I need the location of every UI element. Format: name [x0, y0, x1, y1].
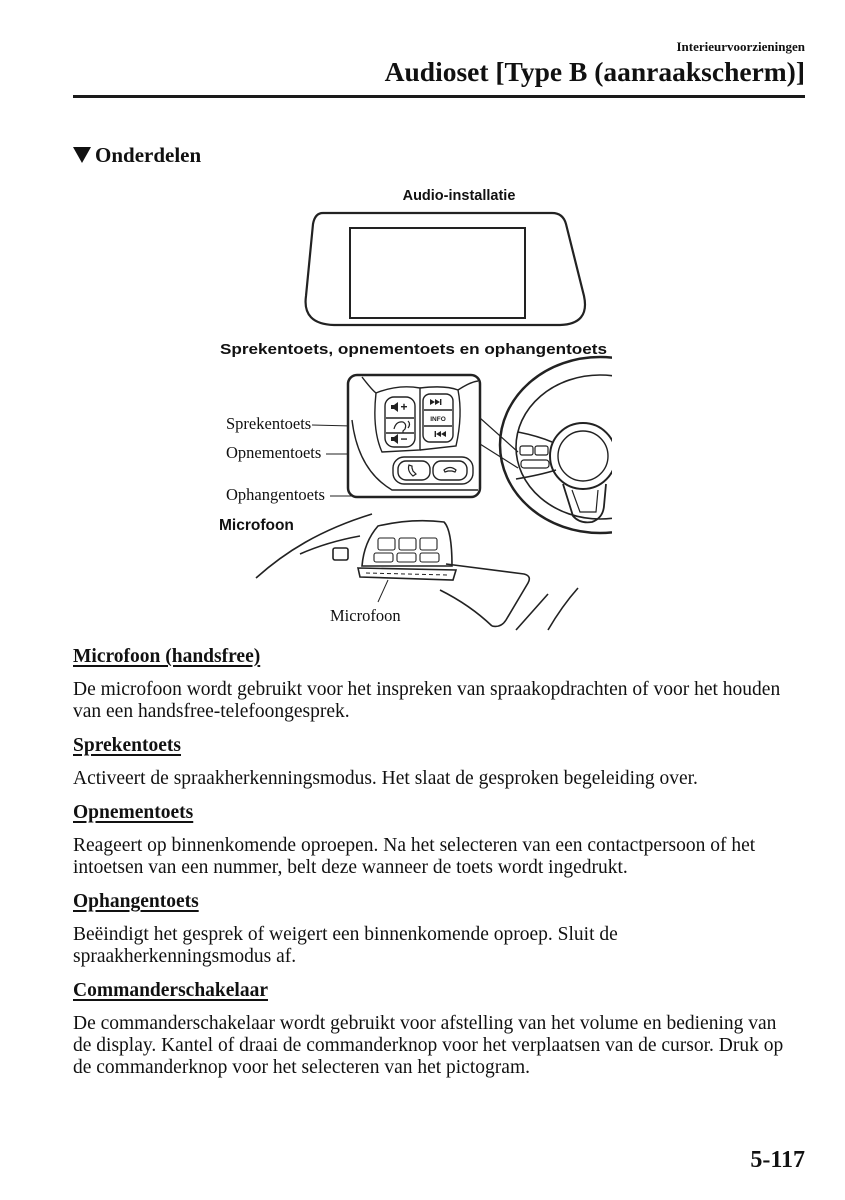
wheel-hub-outer: [550, 423, 616, 489]
item-paragraph: [73, 768, 813, 790]
microphone-grille: [366, 573, 448, 575]
wheel-spoke-button-3: [521, 460, 549, 468]
item-heading: Commanderschakelaar: [73, 980, 268, 1001]
running-header-section: Interieurvoorzieningen: [676, 39, 805, 54]
page-number: 5-117: [750, 1147, 805, 1173]
wheel-lower-spoke-inner: [572, 490, 598, 512]
paragraph-line: Beëindigt het gesprek of weigert een binnenkomende oproep. Sluit de: [73, 924, 618, 945]
triangle-down-icon: [73, 147, 91, 163]
pillar-curve-outer: [548, 588, 578, 630]
item-paragraph: [73, 835, 813, 879]
wheel-spoke-button-2: [535, 446, 548, 455]
components-illustration: [0, 180, 845, 640]
microphone-leader-line: [378, 580, 388, 602]
wheel-hub-inner: [558, 431, 608, 481]
page-title: Audioset [Type B (aanraakscherm)]: [384, 56, 805, 87]
console-switch: [420, 553, 439, 562]
microphone-drawing: [256, 514, 578, 630]
steering-wheel-drawing: [500, 357, 700, 533]
console-switch: [420, 538, 437, 550]
console-switch: [378, 538, 395, 550]
component-descriptions: [73, 646, 813, 1091]
pick-up-callout: Opnementoets: [226, 443, 322, 462]
paragraph-line: intoetsen van een nummer, belt deze wanneer de toets wordt ingedrukt.: [73, 857, 628, 878]
audio-installation-label: Audio-installatie: [402, 188, 516, 204]
paragraph-line: spraakherkenningsmodus af.: [73, 946, 297, 967]
talk-callout: Sprekentoets: [226, 414, 312, 433]
steering-switch-inset: [348, 375, 480, 497]
paragraph-line: de display. Kantel of draai de commanderknop voor het verplaatsen van de cursor. Druk op: [73, 1035, 784, 1056]
item-heading: Ophangentoets: [73, 891, 199, 912]
audio-display-drawing: [306, 213, 585, 325]
paragraph-line: De microfoon wordt gebruikt voor het inspreken van spraakopdrachten of voor het houden: [73, 679, 781, 700]
item-paragraph: [73, 924, 813, 968]
paragraph-line: Reageert op binnenkomende oproepen. Na het selecteren van een contactpersoon of het: [73, 835, 756, 856]
section-heading-text: Onderdelen: [95, 142, 202, 167]
wheel-spoke-button-1: [520, 446, 533, 455]
console-switch: [397, 553, 416, 562]
item-paragraph: [73, 1013, 813, 1079]
section-heading: [73, 143, 201, 167]
wheel-outer-rim: [500, 357, 700, 533]
hang-up-callout: Ophangentoets: [226, 485, 325, 504]
headliner-curve: [440, 590, 492, 626]
item-paragraph: [73, 679, 813, 723]
roof-inner-line: [300, 536, 360, 554]
sun-visor-clip: [333, 548, 348, 560]
header-rule: [73, 95, 805, 98]
microphone-callout: Microfoon: [330, 606, 401, 625]
console-switch: [399, 538, 416, 550]
item-heading: Sprekentoets: [73, 735, 181, 756]
paragraph-line: Activeert de spraakherkenningsmodus. Het slaat de gesproken begeleiding over.: [73, 768, 698, 789]
microphone-label: Microfoon: [219, 517, 294, 534]
controls-inset-frame: [348, 375, 480, 497]
paragraph-line: de commanderknop voor het selecteren van het pictogram.: [73, 1057, 530, 1078]
controls-label: Sprekentoets, opnementoets en ophangentoets: [220, 341, 607, 358]
item-heading: Microfoon (handsfree): [73, 646, 261, 667]
wheel-inner-rim: [516, 375, 684, 519]
console-switch: [374, 553, 393, 562]
info-button-label: INFO: [430, 416, 446, 423]
paragraph-line: van een handsfree-telefoongesprek.: [73, 701, 350, 722]
map-lamp-lens: [446, 564, 529, 626]
pillar-curve-inner: [516, 594, 548, 630]
display-screen: [350, 228, 525, 318]
item-heading: Opnementoets: [73, 802, 194, 823]
display-housing: [306, 213, 585, 325]
microphone-strip: [358, 568, 456, 580]
paragraph-line: De commanderschakelaar wordt gebruikt voor afstelling van het volume en bediening van: [73, 1013, 777, 1034]
